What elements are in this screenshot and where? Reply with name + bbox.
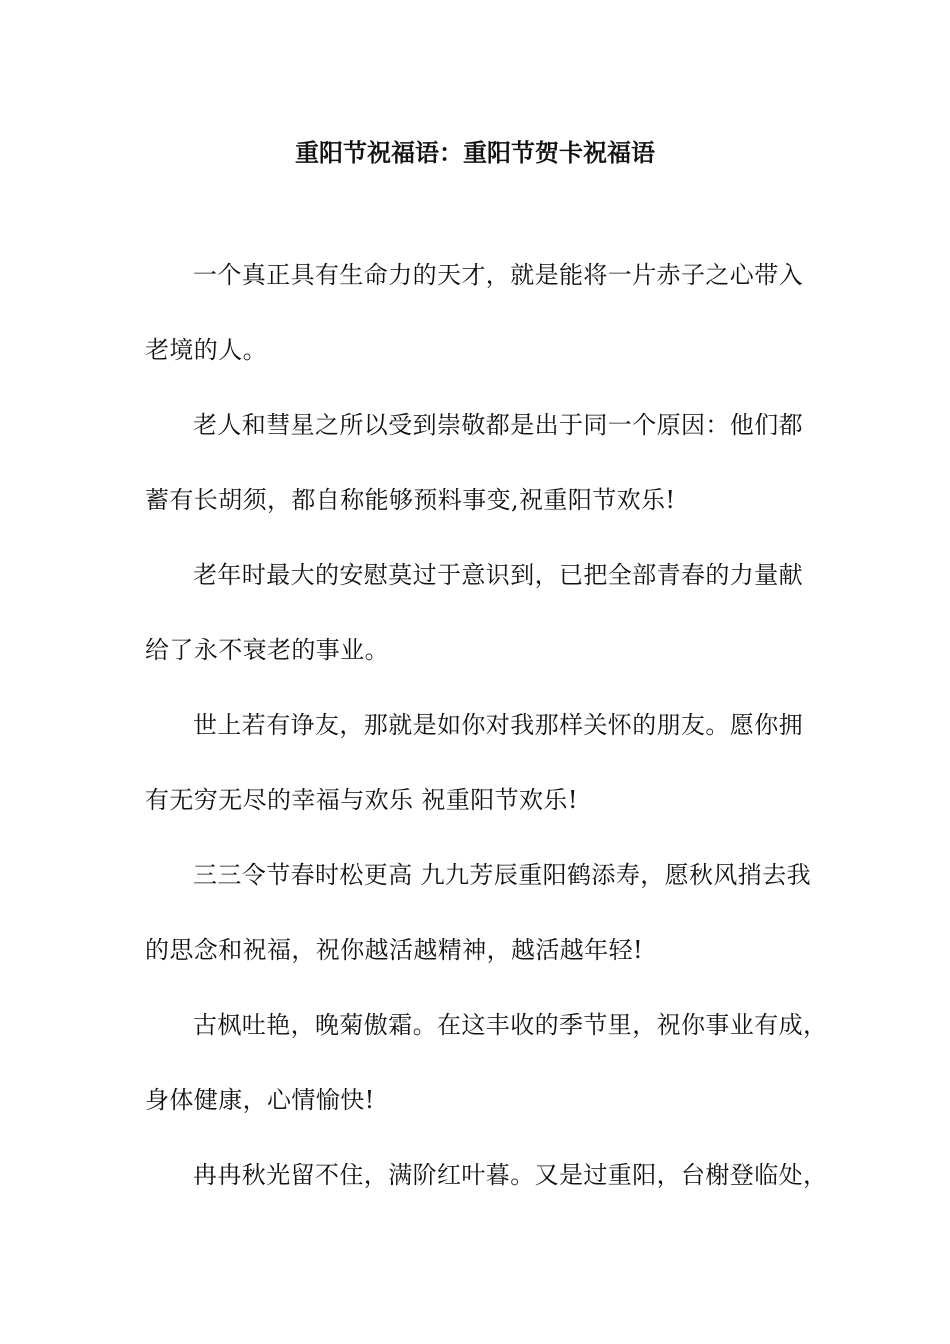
paragraph-5-line-2: 的思念和祝福，祝你越活越精神，越活越年轻! xyxy=(145,936,644,964)
paragraph-4-line-1: 世上若有诤友，那就是如你对我那样关怀的朋友。愿你拥 xyxy=(193,711,803,739)
paragraph-6-line-1: 古枫吐艳，晚菊傲霜。在这丰收的季节里，祝你事业有成， xyxy=(193,1011,828,1039)
paragraph-2-line-2: 蓄有长胡须，都自称能够预料事变,祝重阳节欢乐! xyxy=(145,486,676,514)
paragraph-5-line-1: 三三令节春时松更高 九九芳辰重阳鹤添寿，愿秋风捎去我 xyxy=(193,861,812,889)
paragraph-3-line-1: 老年时最大的安慰莫过于意识到，已把全部青春的力量献 xyxy=(193,561,803,589)
paragraph-4-line-2: 有无穷无尽的幸福与欢乐 祝重阳节欢乐! xyxy=(145,786,578,814)
paragraph-7-line-1: 冉冉秋光留不住，满阶红叶暮。又是过重阳，台榭登临处， xyxy=(193,1161,828,1189)
paragraph-3-line-2: 给了永不衰老的事业。 xyxy=(145,636,389,664)
paragraph-2-line-1: 老人和彗星之所以受到崇敬都是出于同一个原因：他们都 xyxy=(193,411,803,439)
paragraph-6-line-2: 身体健康，心情愉快! xyxy=(145,1086,375,1114)
page-title: 重阳节祝福语：重阳节贺卡祝福语 xyxy=(295,138,655,167)
paragraph-1-line-1: 一个真正具有生命力的天才，就是能将一片赤子之心带入 xyxy=(193,261,803,289)
paragraph-1-line-2: 老境的人。 xyxy=(145,336,267,364)
